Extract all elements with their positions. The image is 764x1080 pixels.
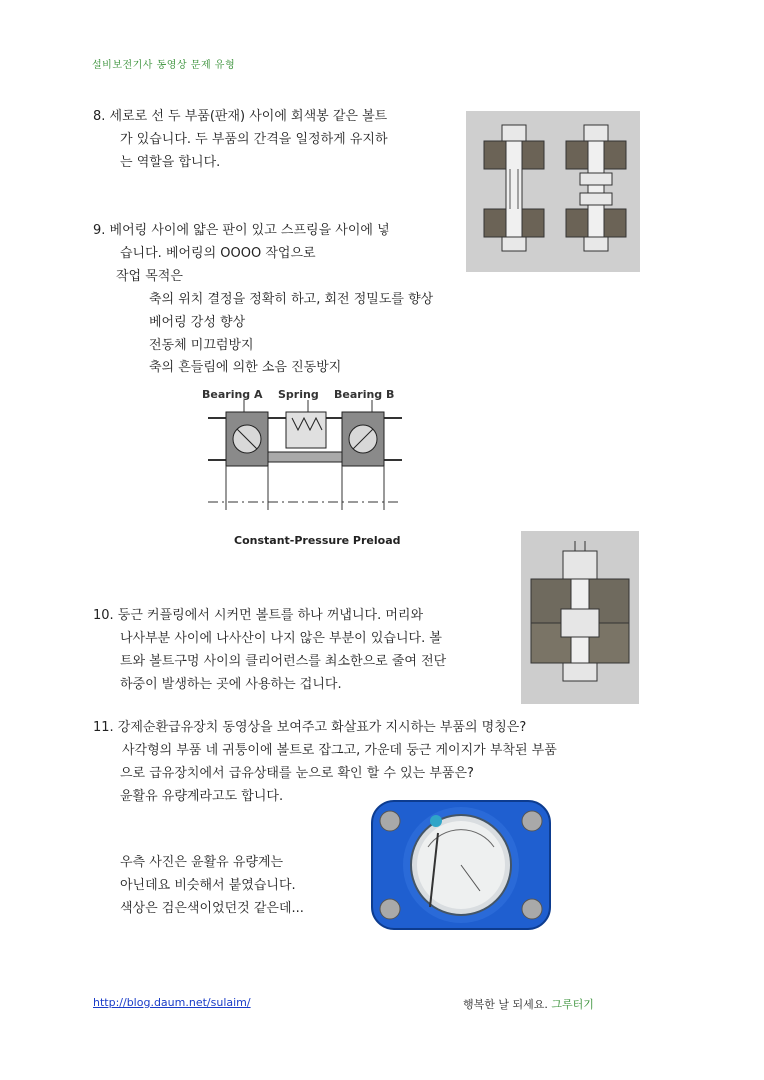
q8-line-1: 8. 세로로 선 두 부품(판재) 사이에 회색봉 같은 볼트 xyxy=(93,109,388,124)
q10-line-4: 하중이 발생하는 곳에 사용하는 겁니다. xyxy=(120,677,342,692)
q9-line-3: 작업 목적은 xyxy=(116,269,183,284)
page-header: 설비보전기사 동영상 문제 유형 xyxy=(92,60,236,71)
blog-link[interactable]: http://blog.daum.net/sulaim/ xyxy=(93,996,251,1009)
q9-line-1: 9. 베어링 사이에 얇은 판이 있고 스프링을 사이에 넣 xyxy=(93,223,390,238)
preload-diagram xyxy=(200,382,410,554)
fitted-bolt-photo xyxy=(521,531,639,704)
flow-gauge-photo xyxy=(368,797,554,933)
q9-purpose-3: 전동체 미끄럼방지 xyxy=(149,338,254,353)
q8-line-2: 가 있습니다. 두 부품의 간격을 일정하게 유지하 xyxy=(120,132,388,147)
q10-line-3: 트와 볼트구멍 사이의 클리어런스를 최소한으로 줄여 전단 xyxy=(120,654,447,669)
q11-note-3: 색상은 검은색이었던것 같은데... xyxy=(120,901,304,916)
bearing-b-label: Bearing B xyxy=(334,388,395,401)
q11-note-1: 우측 사진은 윤활유 유량계는 xyxy=(120,855,284,870)
q9-purpose-2: 베어링 강성 향상 xyxy=(149,315,246,330)
q11-line-4: 윤활유 유량계라고도 합니다. xyxy=(120,789,284,804)
preload-caption: Constant-Pressure Preload xyxy=(234,534,401,547)
q11-line-3: 으로 급유장치에서 급유상태를 눈으로 확인 할 수 있는 부품은? xyxy=(120,766,474,781)
q10-line-2: 나사부분 사이에 나사산이 나지 않은 부분이 있습니다. 볼 xyxy=(120,631,442,646)
footer-signature: 그루터기 xyxy=(551,998,594,1011)
spacer-bolt-photo xyxy=(466,111,640,272)
q9-purpose-4: 축의 흔들림에 의한 소음 진동방지 xyxy=(149,360,342,375)
q11-line-2: 사각형의 부품 네 귀퉁이에 볼트로 잡그고, 가운데 둥근 게이지가 부착된 부품 xyxy=(122,743,557,758)
q9-line-2: 습니다. 베어링의 OOOO 작업으로 xyxy=(120,246,316,261)
footer-greeting-block xyxy=(463,996,594,1012)
bearing-a-label: Bearing A xyxy=(202,388,263,401)
q8-line-3: 는 역할을 합니다. xyxy=(120,155,221,170)
q10-line-1: 10. 둥근 커플링에서 시커먼 볼트를 하나 꺼냅니다. 머리와 xyxy=(93,608,424,623)
q9-purpose-1: 축의 위치 결정을 정확히 하고, 회전 정밀도를 향상 xyxy=(149,292,434,307)
footer-greeting: 행복한 날 되세요. xyxy=(463,998,548,1011)
q11-note-2: 아닌데요 비슷해서 붙였습니다. xyxy=(120,878,296,893)
spring-label: Spring xyxy=(278,388,319,401)
q11-line-1: 11. 강제순환급유장치 동영상을 보여주고 화살표가 지시하는 부품의 명칭은? xyxy=(93,720,527,735)
